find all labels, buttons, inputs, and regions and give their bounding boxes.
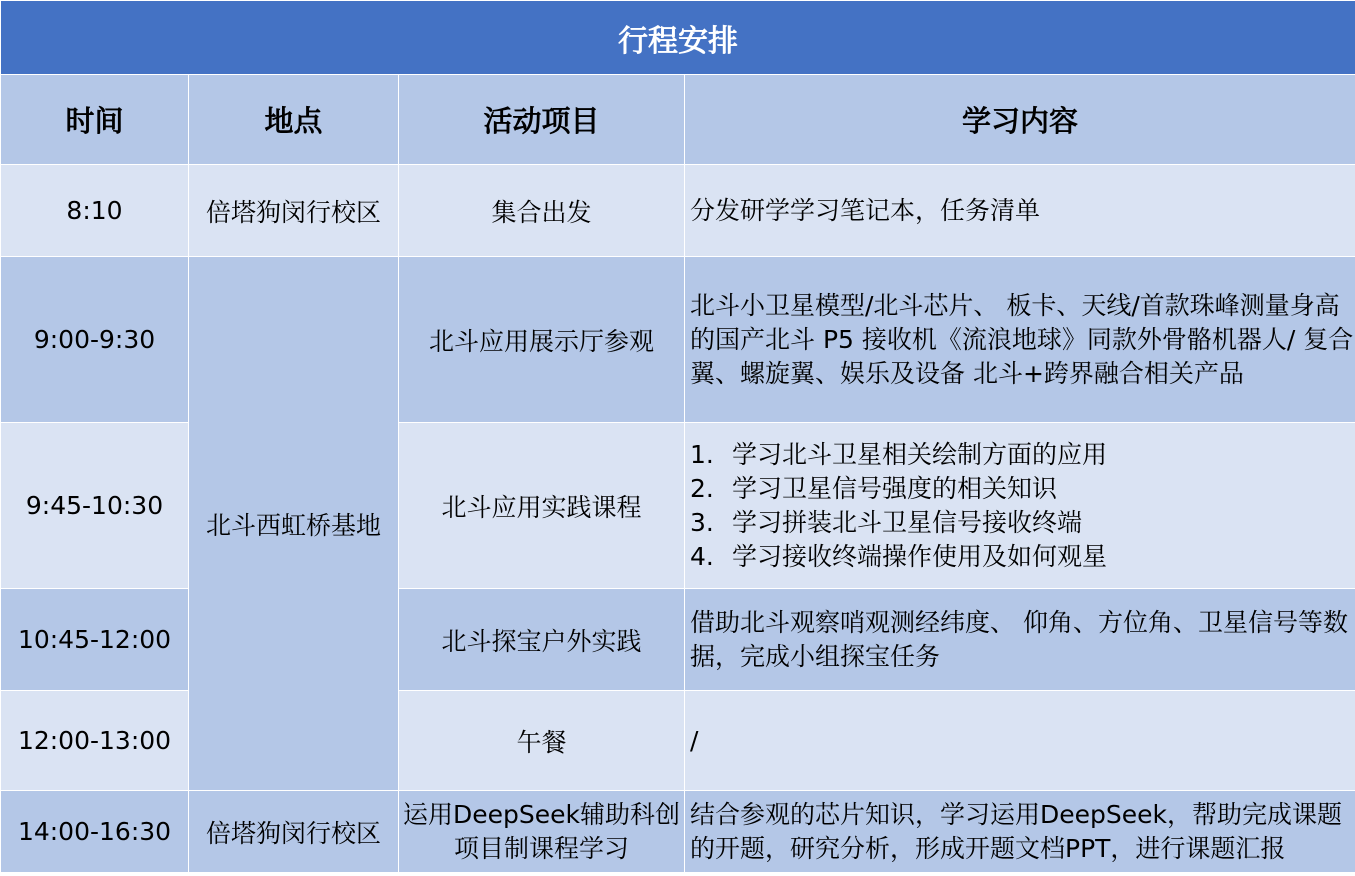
list-item-number: 1.: [690, 439, 714, 469]
list-item-number: 2.: [690, 473, 714, 503]
header-time: 时间: [1, 75, 189, 165]
list-item-number: 4.: [690, 541, 714, 571]
list-item: [690, 438, 1355, 472]
time-cell: 8:10: [1, 165, 189, 257]
content-cell: [685, 423, 1355, 589]
place-cell: 倍塔狗闵行校区: [189, 165, 399, 257]
list-item-text: 学习拼装北斗卫星信号接收终端: [732, 507, 1083, 537]
activity-cell: 运用DeepSeek辅助科创项目制课程学习: [399, 791, 685, 873]
table-row: [1, 257, 1355, 423]
title-row: [1, 1, 1355, 75]
time-cell: 9:00-9:30: [1, 257, 189, 423]
list-item: [690, 506, 1355, 540]
header-activity: 活动项目: [399, 75, 685, 165]
header-content: 学习内容: [685, 75, 1355, 165]
table-title: 行程安排: [1, 1, 1355, 75]
activity-cell: 集合出发: [399, 165, 685, 257]
list-item: [690, 540, 1355, 574]
list-item: [690, 472, 1355, 506]
header-row: [1, 75, 1355, 165]
table-row: [1, 165, 1355, 257]
place-cell: 北斗西虹桥基地: [189, 257, 399, 791]
content-cell: /: [685, 691, 1355, 791]
time-cell: 12:00-13:00: [1, 691, 189, 791]
content-cell: 结合参观的芯片知识，学习运用DeepSeek，帮助完成课题的开题，研究分析，形成开题文档PPT，进行课题汇报: [685, 791, 1355, 873]
activity-cell: 北斗应用实践课程: [399, 423, 685, 589]
activity-cell: 北斗应用展示厅参观: [399, 257, 685, 423]
time-cell: 10:45-12:00: [1, 589, 189, 691]
list-item-number: 3.: [690, 507, 714, 537]
content-list: [690, 438, 1355, 574]
content-cell: 借助北斗观察哨观测经纬度、 仰角、方位角、卫星信号等数据，完成小组探宝任务: [685, 589, 1355, 691]
table-row: [1, 791, 1355, 873]
content-cell: 分发研学学习笔记本，任务清单: [685, 165, 1355, 257]
time-cell: 9:45-10:30: [1, 423, 189, 589]
list-item-text: 学习接收终端操作使用及如何观星: [732, 541, 1108, 571]
time-cell: 14:00-16:30: [1, 791, 189, 873]
activity-cell: 北斗探宝户外实践: [399, 589, 685, 691]
list-item-text: 学习北斗卫星相关绘制方面的应用: [732, 439, 1108, 469]
content-cell: 北斗小卫星模型/北斗芯片、 板卡、天线/首款珠峰测量身高的国产北斗 P5 接收机《流浪地球》同款外骨骼机器人/ 复合翼、螺旋翼、娱乐及设备 北斗+跨界融合相关产品: [685, 257, 1355, 423]
activity-cell: 午餐: [399, 691, 685, 791]
header-place: 地点: [189, 75, 399, 165]
place-cell: 倍塔狗闵行校区: [189, 791, 399, 873]
list-item-text: 学习卫星信号强度的相关知识: [732, 473, 1058, 503]
